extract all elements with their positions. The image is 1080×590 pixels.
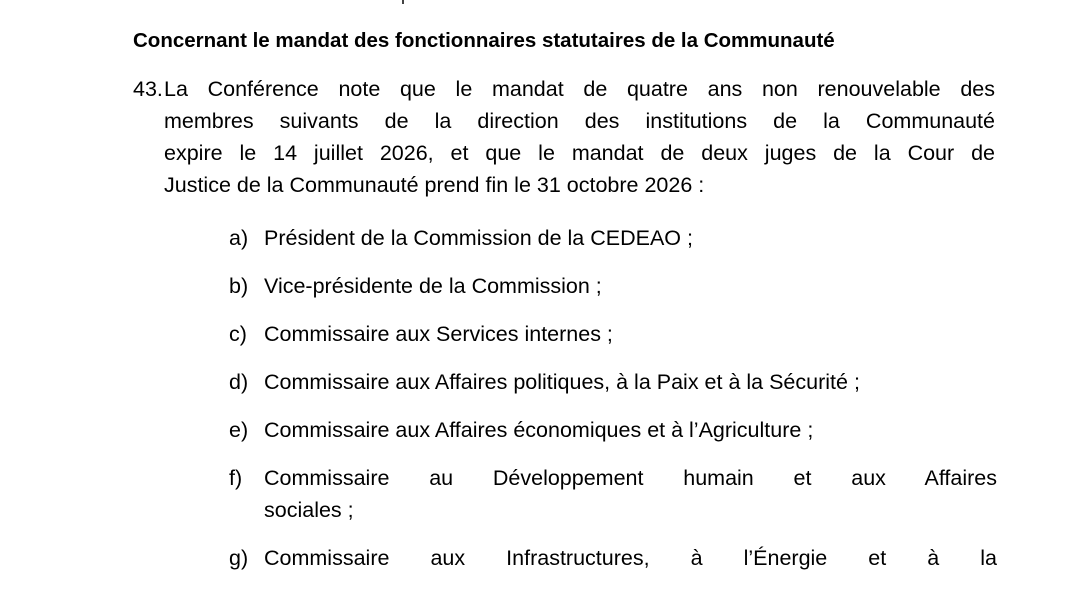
list-item [229,318,997,350]
section-heading: Concernant le mandat des fonctionnaires statutaires de la Communauté [133,29,835,52]
list-item [229,542,997,574]
list-item-text-block [264,462,997,526]
position-list [229,222,997,590]
paragraph-line: La Conférence note que le mandat de quatre ans non renouvelable des [164,77,995,101]
list-item [229,366,997,398]
paragraph-number: 43. [133,77,163,101]
list-item-label: d) [229,370,249,394]
list-item-text: Commissaire au Développement humain et aux Affaires [264,466,997,490]
list-item-continuation: sociales ; [264,498,354,522]
list-item-text: Commissaire aux Services internes ; [264,322,613,346]
list-item-text: Président de la Commission de la CEDEAO ; [264,226,693,250]
paragraph-line: expire le 14 juillet 2026, et que le mandat de deux juges de la Cour de [164,141,995,165]
list-item [229,462,997,526]
list-item-label: b) [229,274,249,298]
list-item-text: Commissaire aux Affaires politiques, à la Paix et à la Sécurité ; [264,370,860,394]
paragraph-line: Justice de la Communauté prend fin le 31 octobre 2026 : [164,173,705,197]
paragraph-43 [133,73,995,201]
list-item [229,270,997,302]
list-item-text: Commissaire aux Infrastructures, à l’Énergie et à la [264,546,997,570]
list-item [229,222,997,254]
page-fragment-mark [402,0,410,4]
list-item-label: a) [229,226,249,250]
list-item-label: g) [229,546,249,570]
list-item-label: c) [229,322,247,346]
list-item [229,414,997,446]
list-item-label: e) [229,418,249,442]
list-item-text: Vice-présidente de la Commission ; [264,274,602,298]
list-item-label: f) [229,466,243,490]
list-item-text: Commissaire aux Affaires économiques et à l’Agriculture ; [264,418,814,442]
paragraph-first-row [133,73,995,105]
paragraph-line: membres suivants de la direction des institutions de la Communauté [164,109,995,133]
